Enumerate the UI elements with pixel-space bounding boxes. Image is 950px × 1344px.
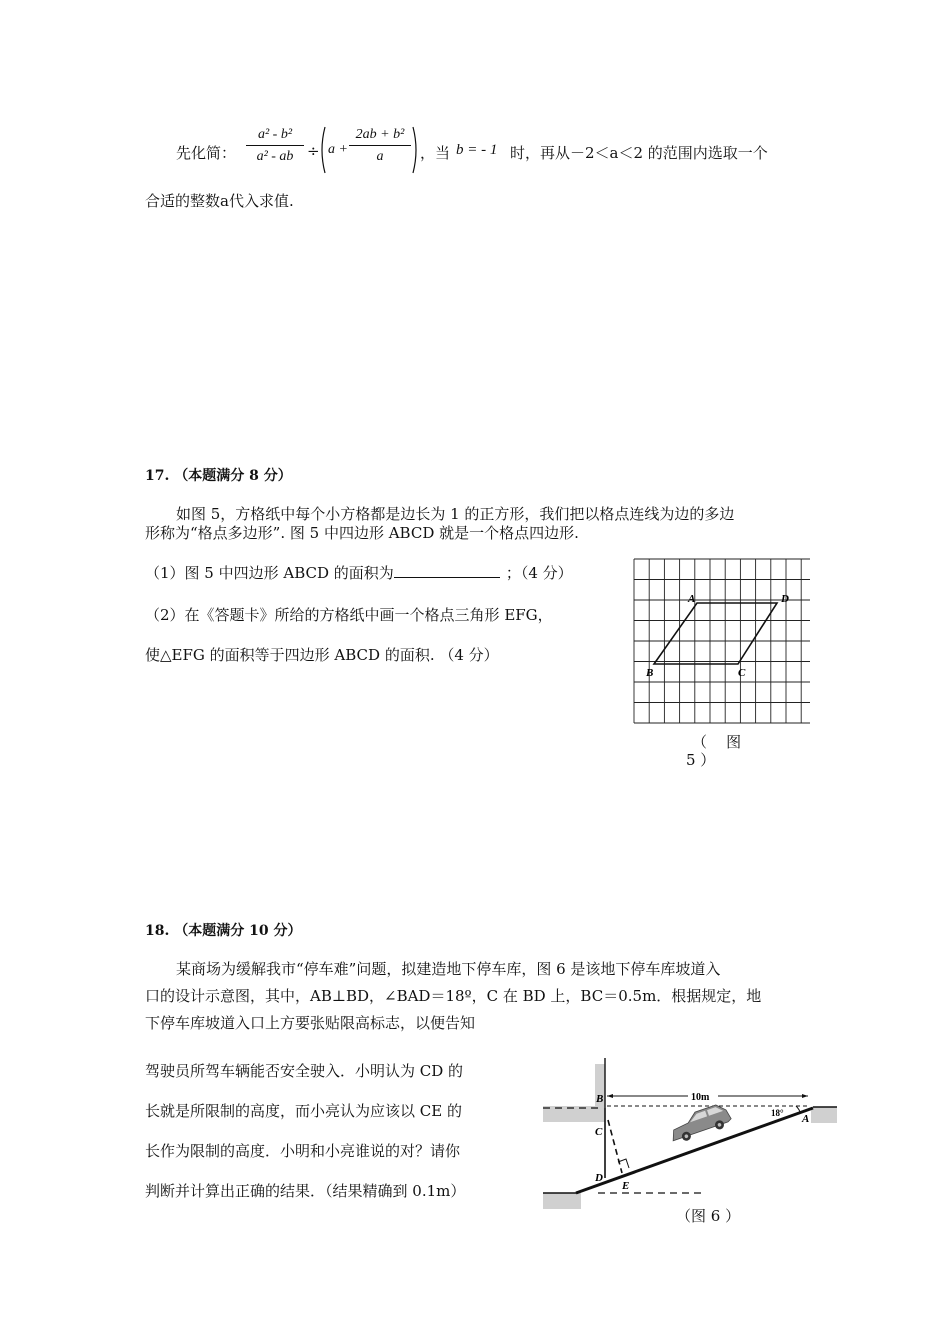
label-c: C [738,667,746,679]
q16-paren-right-icon [412,126,420,178]
q16-fraction-1 [246,127,304,165]
q16-line2: 合适的整数a代入求值. [145,192,294,210]
length-label-10m: 10m [691,1092,710,1103]
q16-paren-left-icon [318,126,326,178]
bottom-ground-shade [543,1193,581,1209]
q18-paragraph-line2: 口的设计示意图，其中，AB⊥BD，∠BAD＝18º，C 在 BD 上，BC＝0.5m．根据规定，地 [145,987,762,1005]
q16-frac2-numerator: 2ab + b² [349,127,411,146]
q18-paragraph-line1: 某商场为缓解我市“停车难”问题，拟建造地下停车库，图 6 是该地下停车库坡道入 [176,960,721,978]
figure-6-caption: （图 6 ） [676,1207,741,1225]
q16-a-plus: a + [328,142,348,157]
q16-divide-sign: ÷ [307,142,320,160]
q17-part2-line1: （2）在《答题卡》所给的方格纸中画一个格点三角形 EFG， [145,606,553,624]
label-b: B [646,667,654,679]
figure-5-grid [630,557,810,732]
right-ground-shade [811,1107,837,1123]
angle-label-18: 18° [771,1108,784,1118]
q18-paragraph-line5: 长就是所限制的高度，而小亮认为应该以 CE 的 [145,1102,462,1120]
label-d: D [595,1172,603,1184]
label-d: D [781,593,789,605]
label-b: B [596,1093,604,1105]
q17-paragraph-line1: 如图 5，方格纸中每个小方格都是边长为 1 的正方形，我们把以格点连线为边的多边 [176,505,735,523]
q16-frac2-denominator: a [376,149,384,164]
q18-paragraph-line4: 驾驶员所驾车辆能否安全驶入．小明认为 CD 的 [145,1062,464,1080]
q18-paragraph-line7: 判断并计算出正确的结果．（结果精确到 0.1m） [145,1182,466,1200]
q16-frac1-numerator: a² - b² [246,127,304,146]
q18-header: 18. （本题满分 10 分） [145,923,302,939]
label-a: A [802,1113,810,1125]
q17-part2-line2: 使△EFG 的面积等于四边形 ABCD 的面积. （4 分） [145,646,499,664]
label-a: A [688,593,696,605]
car-icon [667,1102,734,1145]
q17-paragraph-line2: 形称为“格点多边形”. 图 5 中四边形 ABCD 就是一个格点四边形. [145,524,579,542]
label-c: C [595,1126,603,1138]
q16-fraction-2 [349,127,411,165]
q16-prefix: 先化简： [176,144,237,162]
q17-part1-text: （1）图 5 中四边形 ABCD 的面积为 [145,564,394,582]
grid-lines [634,559,810,723]
figure-5-caption-line1: （ 图 [692,733,742,751]
q17-answer-blank [394,563,500,578]
q18-paragraph-line3: 下停车库坡道入口上方要张贴限高标志，以便告知 [145,1014,476,1032]
q16-bracket-left [235,130,245,180]
q17-part1 [145,562,573,583]
q17-part1-score: ；（4 分） [505,564,573,582]
q16-b-value: b = - 1 [456,142,498,158]
q18-paragraph-line6: 长作为限制的高度．小明和小亮谁说的对？请你 [145,1142,461,1160]
q16-suffix: 时，再从－2＜a＜2 的范围内选取一个 [510,144,768,162]
bracket-left-icon [235,130,245,176]
figure-6-ramp-diagram [538,1050,843,1215]
q16-frac1-denominator: a² - ab [256,149,294,164]
quadrilateral-abcd [654,603,777,664]
figure-5-caption-line2: 5 ） [686,751,716,769]
q16-after-paren: ，当 [420,144,451,162]
label-e: E [622,1180,630,1192]
q17-header: 17. （本题满分 8 分） [145,468,292,484]
